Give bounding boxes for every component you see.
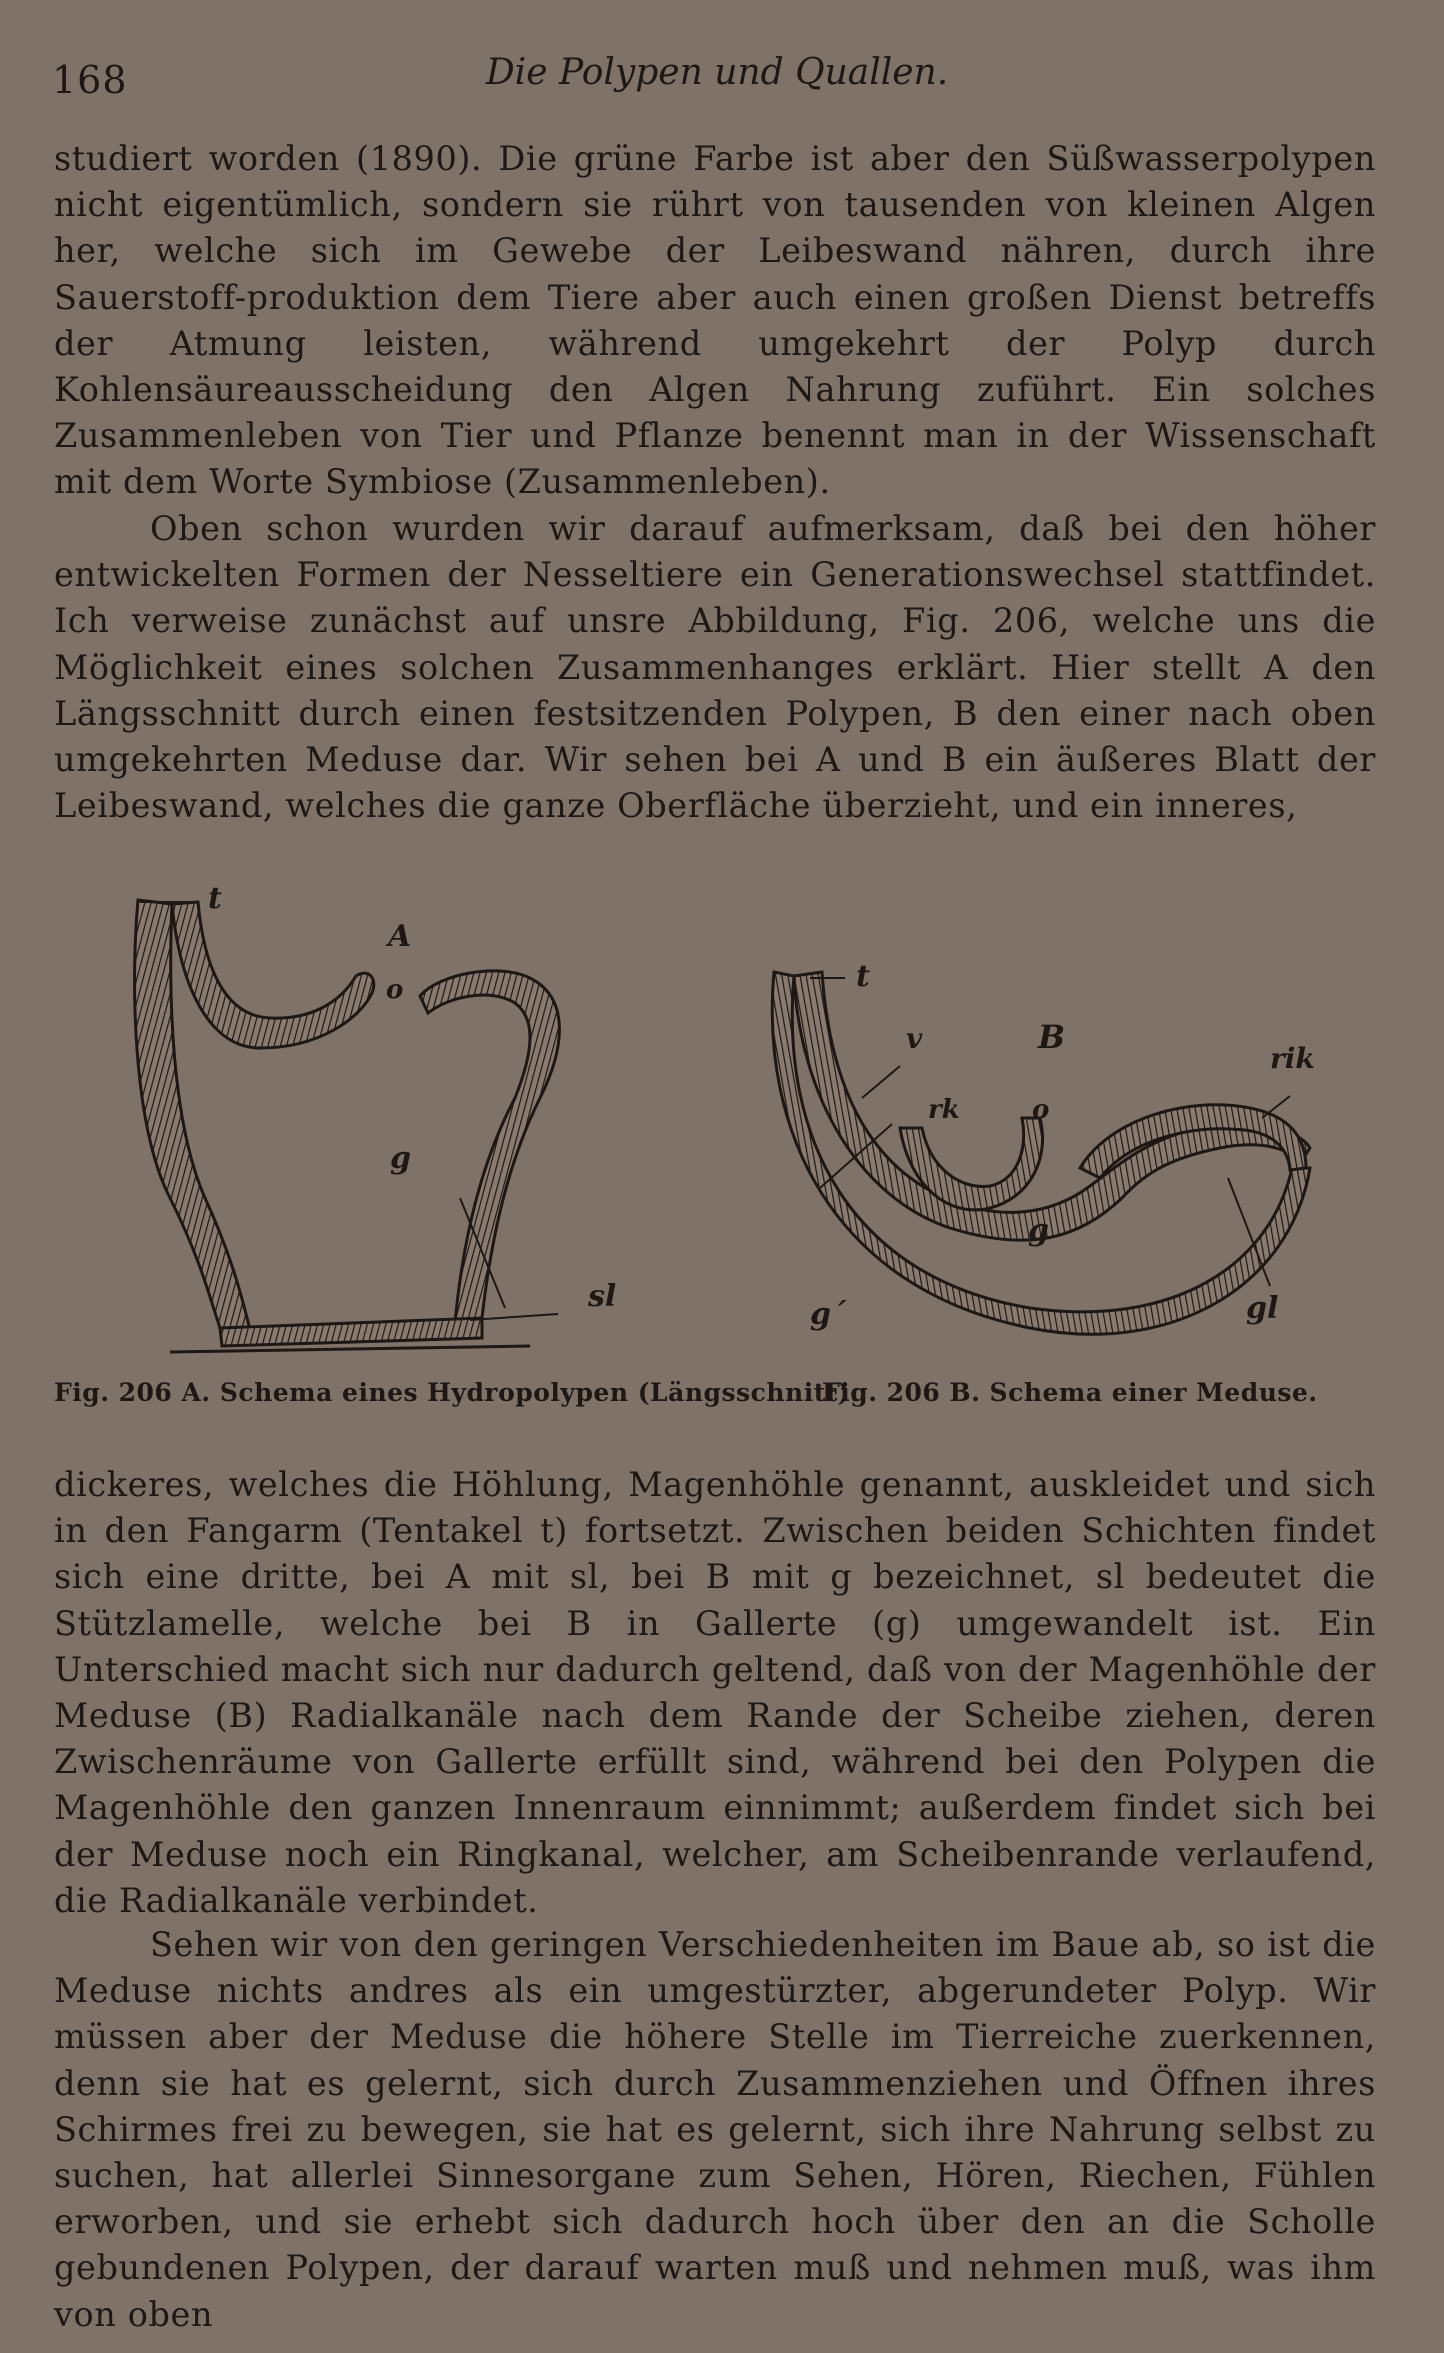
label-v: v	[906, 1022, 923, 1055]
label-rik: rik	[1270, 1042, 1315, 1075]
label-g-b: g	[1028, 1213, 1049, 1248]
label-A: A	[388, 919, 412, 954]
label-g: g	[390, 1141, 411, 1176]
label-rk: rk	[928, 1095, 960, 1125]
paragraph-generation-change: Oben schon wurden wir darauf aufmerksam, daß bei den höher entwickelten Formen der Nesseltiere ein Generationswechsel stattfindet. Ich verweise zunächst auf unsre Abbildung, Fig. 206, welche uns die Möglichkeit eines solchen Zusammenhanges erklärt. Hier stellt A den Längsschnitt durch einen festsitzenden Polypen, B den einer nach oben umgekehrten Meduse dar. Wir sehen bei A und B ein äußeres Blatt der Leibeswand, welches die ganze Oberfläche überzieht, und ein inneres,	[54, 509, 1376, 826]
running-title: Die Polypen und Quallen.	[485, 52, 949, 93]
paragraph-medusa: Sehen wir von den geringen Verschiedenheiten im Baue ab, so ist die Meduse nichts andres als ein umgestürzter, abgerundeter Polyp. Wir müssen aber der Meduse die höhere Stelle im Tierreiche zuerkennen, denn sie hat es gelernt, sich durch Zusammenziehen und Öffnen ihres Schirmes frei zu bewegen, sie hat es gelernt, sich ihre Nahrung selbst zu suchen, hat allerlei Sinnesorgane zum Sehen, Hören, Riechen, Fühlen erworben, und sie erhebt sich dadurch hoch über den an die Scholle gebundenen Polypen, der darauf warten muß und nehmen muß, was ihm von oben	[54, 1925, 1376, 2334]
label-o-b: o	[1032, 1095, 1050, 1125]
label-o: o	[386, 975, 404, 1005]
page-number: 168	[52, 58, 128, 102]
polyp-base	[220, 1318, 482, 1346]
figure-caption-a: Fig. 206 A. Schema eines Hydropolypen (Längsschnitt).	[54, 1378, 860, 1407]
polyp-left-tentacle	[172, 902, 374, 1048]
medusa-svg	[750, 868, 1350, 1408]
figure-caption-b: Fig. 206 B. Schema einer Meduse.	[822, 1378, 1318, 1407]
label-t: t	[208, 881, 222, 916]
label-g-prime: g´	[810, 1297, 846, 1332]
page-header	[52, 50, 1382, 110]
label-gl: gl	[1246, 1291, 1279, 1326]
label-sl: sl	[588, 1279, 617, 1314]
figure-hydropolyp-diagram	[110, 868, 810, 1408]
hydropolyp-svg	[110, 868, 810, 1408]
paragraph-layers: dickeres, welches die Höhlung, Magenhöhle genannt, auskleidet und sich in den Fangarm (Tentakel t) fortsetzt. Zwischen beiden Schichten findet sich eine dritte, bei A mit sl, bei B mit g bezeichnet, sl bedeutet die Stützlamelle, welche bei B in Gallerte (g) umgewandelt ist. Ein Unterschied macht sich nur dadurch geltend, daß von der Magenhöhle der Meduse (B) Radialkanäle nach dem Rande der Scheibe ziehen, deren Zwischenräume von Gallerte erfüllt sind, während bei den Polypen die Magenhöhle den ganzen Innenraum einnimmt; außerdem findet sich bei der Meduse noch ein Ringkanal, welcher, am Scheibenrande verlaufend, die Radialkanäle verbindet.	[54, 1465, 1376, 1920]
figure-medusa-diagram	[750, 868, 1350, 1408]
label-t-b: t	[856, 959, 870, 994]
leader-line-v	[862, 1066, 900, 1098]
paragraph-symbiosis: studiert worden (1890). Die grüne Farbe ist aber den Süßwasserpolypen nicht eigentümlich, sondern sie rührt von tausenden von kleinen Algen her, welche sich im Gewebe der Leibeswand nähren, durch ihre Sauerstoff-produktion dem Tiere aber auch einen großen Dienst betreffs der Atmung leisten, während umgekehrt der Polyp durch Kohlensäureausscheidung den Algen Nahrung zuführt. Ein solches Zusammenleben von Tier und Pflanze benennt man in der Wissenschaft mit dem Worte Symbiose (Zusammenleben).	[54, 139, 1376, 502]
label-B: B	[1038, 1018, 1066, 1056]
leader-line-rik	[1262, 1096, 1290, 1118]
